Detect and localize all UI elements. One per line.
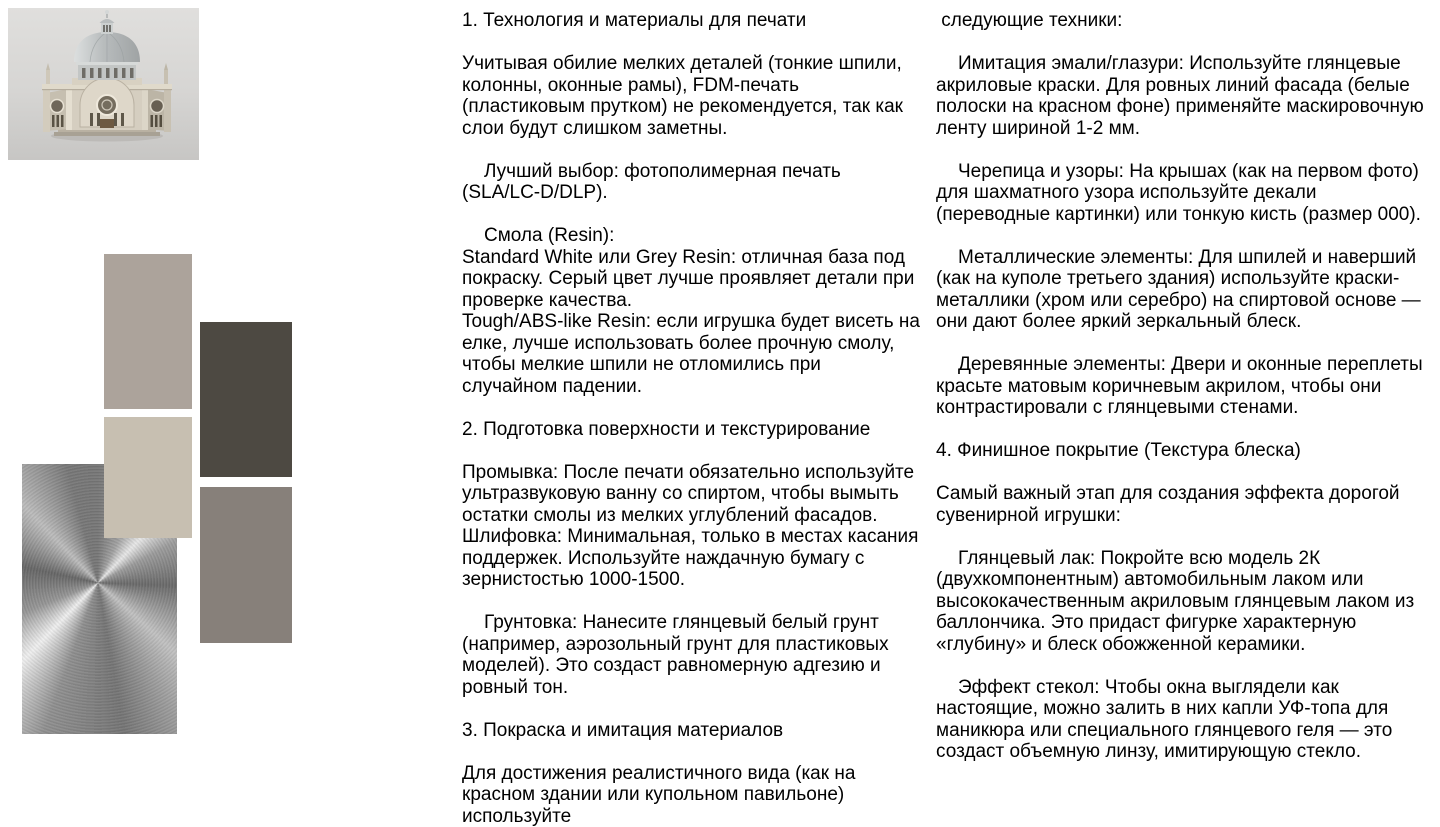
paragraph: Лучший выбор: фотополимерная печать (SLA/LC-D/DLP). — [462, 161, 920, 204]
paragraph: Standard White или Grey Resin: отличная база под покраску. Серый цвет лучше проявляет детали при проверке качества. — [462, 247, 920, 312]
paragraph: Шлифовка: Минимальная, только в местах касания поддержек. Используйте наждачную бумагу с зернистостью 1000-1500. — [462, 526, 920, 591]
paragraph: Черепица и узоры: На крышах (как на первом фото) для шахматного узора используйте декали (переводные картинки) или тонкую кисть (размер 000). — [936, 161, 1428, 226]
paragraph: Учитывая обилие мелких деталей (тонкие шпили, колонны, оконные рамы), FDM-печать (пластиковым прутком) не рекомендуется, так как слои будут слишком заметны. — [462, 53, 920, 139]
paragraph: Металлические элементы: Для шпилей и наверший (как на куполе третьего здания) используйте краски-металлики (хром или серебро) на спиртовой основе — они дают более яркий зеркальный блеск. — [936, 247, 1428, 333]
paragraph: Имитация эмали/глазури: Используйте глянцевые акриловые краски. Для ровных линий фасада (белые полоски на красном фоне) применяйте маскировочную ленту шириной 1-2 мм. — [936, 53, 1428, 139]
swatch-grey-taupe — [200, 487, 292, 643]
paragraph: следующие техники: — [936, 10, 1428, 32]
domed-pavilion-illustration — [8, 8, 199, 160]
building-photo — [8, 8, 199, 160]
section-2-heading: 2. Подготовка поверхности и текстурирование — [462, 419, 920, 441]
paragraph: Промывка: После печати обязательно используйте ультразвуковую ванну со спиртом, чтобы вымыть остатки смолы из мелких углублений фасадов. — [462, 462, 920, 527]
paragraph: Глянцевый лак: Покройте всю модель 2К (двухкомпонентным) автомобильным лаком или высококачественным акриловым глянцевым лаком из баллончика. Это придаст фигурке характерную «глубину» и блеск обожженной керамики. — [936, 548, 1428, 656]
paragraph: Смола (Resin): — [462, 225, 920, 247]
section-3-heading: 3. Покраска и имитация материалов — [462, 720, 920, 742]
text-column-right — [936, 10, 1428, 763]
paragraph: Tough/ABS-like Resin: если игрушка будет висеть на елке, лучше использовать более прочную смолу, чтобы мелкие шпили не отломились при случайном падении. — [462, 311, 920, 397]
text-column-center — [462, 10, 920, 827]
swatch-cream — [104, 417, 192, 538]
section-1-heading: 1. Технология и материалы для печати — [462, 10, 920, 32]
paragraph: Грунтовка: Нанесите глянцевый белый грунт (например, аэрозольный грунт для пластиковых моделей). Это создаст равномерную адгезию и ровный тон. — [462, 612, 920, 698]
section-4-heading: 4. Финишное покрытие (Текстура блеска) — [936, 440, 1428, 462]
paragraph: Самый важный этап для создания эффекта дорогой сувенирной игрушки: — [936, 483, 1428, 526]
swatch-dark-olive — [200, 322, 292, 477]
paragraph: Для достижения реалистичного вида (как на красном здании или купольном павильоне) используйте — [462, 763, 920, 827]
paragraph: Эффект стекол: Чтобы окна выглядели как настоящие, можно залить в них капли УФ-топа для маникюра или специального глянцевого геля — это создаст объемную линзу, имитирующую стекло. — [936, 677, 1428, 763]
paragraph: Деревянные элементы: Двери и оконные переплеты красьте матовым коричневым акрилом, чтобы они контрастировали с глянцевыми стенами. — [936, 354, 1428, 419]
swatch-taupe — [104, 254, 192, 409]
